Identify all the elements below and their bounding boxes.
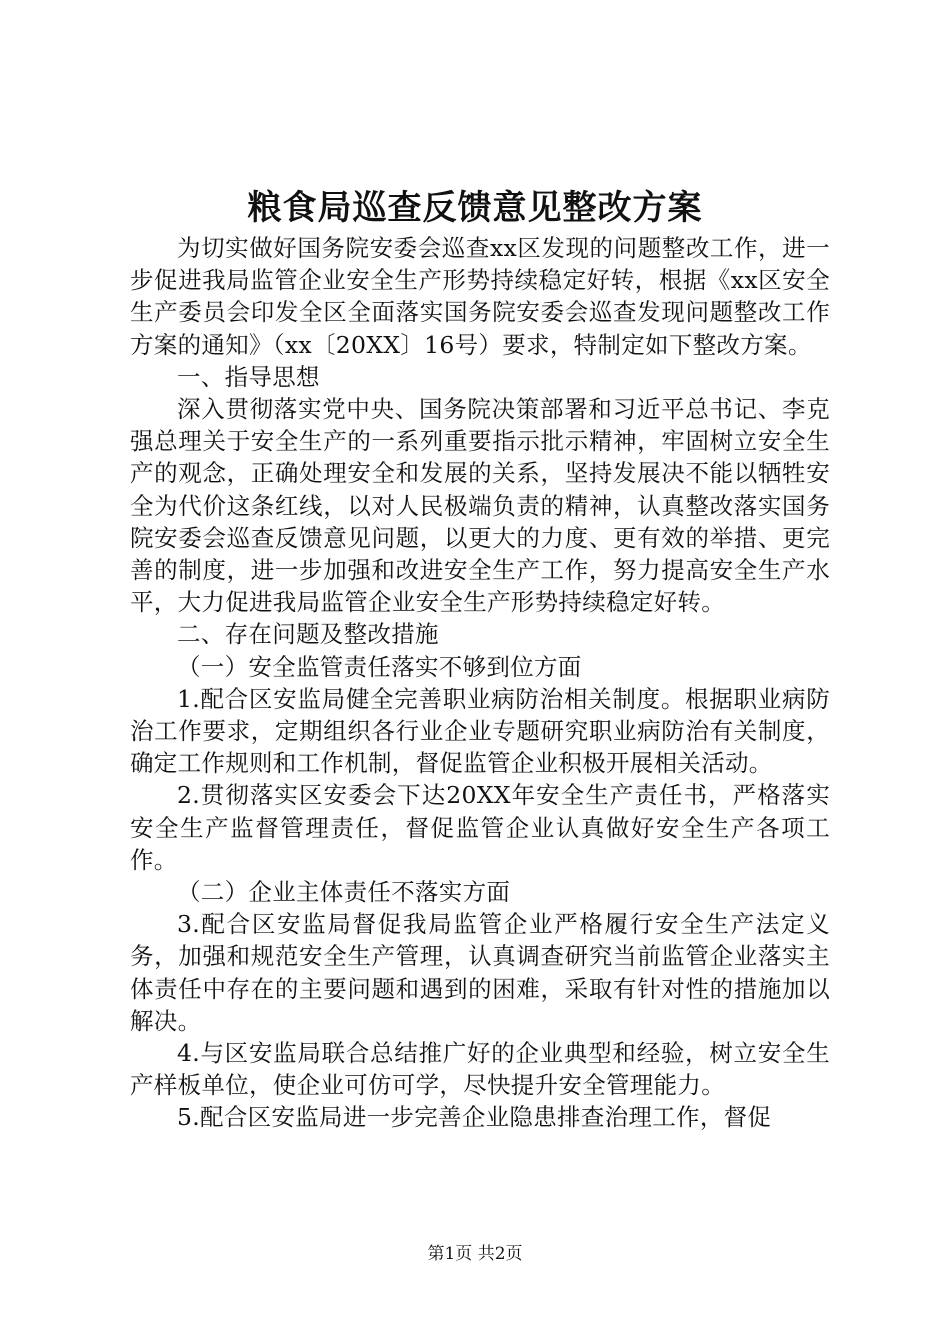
page-footer: 第1页 共2页 — [427, 1244, 523, 1264]
paragraph-guiding-ideology: 深入贯彻落实党中央、国务院决策部署和习近平总书记、李克强总理关于安全生产的一系列重要指示批示精神，牢固树立安全生产的观念，正确处理安全和发展的关系，坚持发展决不能以牺牲安全为代价这条红线，以对人民极端负责的精神，认真整改落实国务院安委会巡查反馈意见问题，以更大的力度、更有效的举措、更完善的制度，进一步加强和改进安全生产工作，努力提高安全生产水平，大力促进我局监管企业安全生产形势持续稳定好转。 — [130, 395, 830, 617]
subheading-supervision-responsibility: （一）安全监管责任落实不够到位方面 — [177, 652, 582, 681]
paragraph-item-3: 3.配合区安监局督促我局监管企业严格履行安全生产法定义务，加强和规范安全生产管理，认真调查研究当前监管企业落实主体责任中存在的主要问题和遇到的困难，采取有针对性的措施加以解决。 — [130, 910, 830, 1035]
subheading-enterprise-responsibility: （二）企业主体责任不落实方面 — [177, 878, 511, 907]
document-title: 粮食局巡查反馈意见整改方案 — [247, 188, 703, 228]
paragraph-intro: 为切实做好国务院安委会巡查xx区发现的问题整改工作，进一步促进我局监管企业安全生产形势持续稳定好转，根据《xx区安全生产委员会印发全区全面落实国务院安委会巡查发现问题整改工作方案的通知》（xx〔20XX〕16号）要求，特制定如下整改方案。 — [130, 234, 830, 359]
heading-problems-measures: 二、存在问题及整改措施 — [177, 620, 439, 649]
paragraph-item-5: 5.配合区安监局进一步完善企业隐患排查治理工作，督促 — [177, 1103, 772, 1132]
paragraph-item-1: 1.配合区安监局健全完善职业病防治相关制度。根据职业病防治工作要求，定期组织各行业企业专题研究职业病防治有关制度，确定工作规则和工作机制，督促监管企业积极开展相关活动。 — [130, 684, 830, 778]
paragraph-item-2: 2.贯彻落实区安委会下达20XX年安全生产责任书，严格落实安全生产监督管理责任，督促监管企业认真做好安全生产各项工作。 — [130, 781, 830, 874]
heading-guiding-ideology: 一、指导思想 — [177, 362, 320, 391]
paragraph-item-4: 4.与区安监局联合总结推广好的企业典型和经验，树立安全生产样板单位，使企业可仿可学，尽快提升安全管理能力。 — [130, 1039, 830, 1100]
document-body — [130, 232, 830, 1134]
